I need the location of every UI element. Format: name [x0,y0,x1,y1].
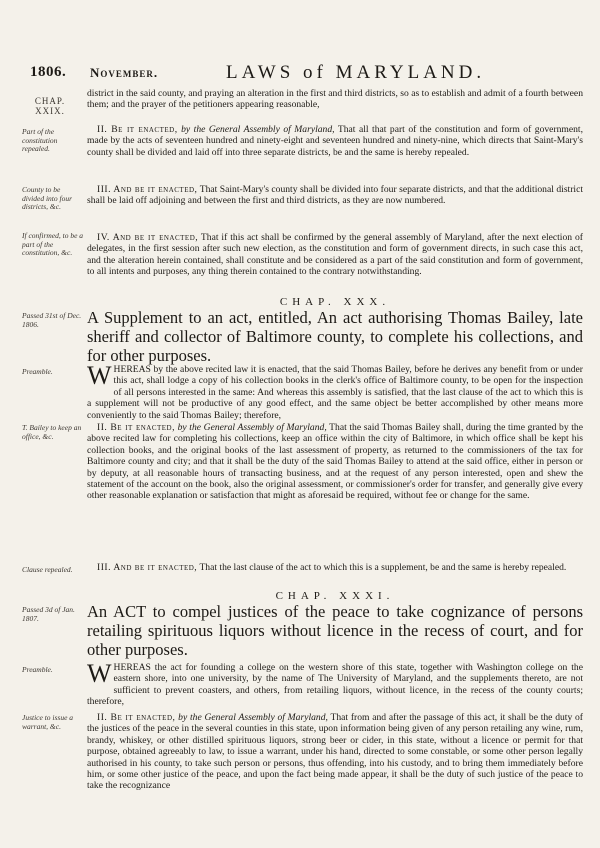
preamble-text: HEREAS the act for founding a college on the western shore of this state, together with Washington college on the eastern shore, into one university, by the name of The University of Maryland, and the supplements thereto, are not sufficient to prevent coasters, and others, from retailing liquors, without licence, in the recess of the county courts; therefore, [87,662,583,708]
margin-passed-xxx: Passed 31st of Dec. 1806. [22,311,82,329]
chap-xxx-section-2 [87,422,583,502]
enacting-authority: by the General Assembly of Maryland, [181,124,335,135]
section-text: That Saint-Mary's county shall be divided into four separate districts, and that the additional district shall be laid off adjoining and between the first and third districts, as they are now numbered. [87,184,583,207]
margin-preamble-xxx: Preamble. [22,367,53,376]
chap-xxx-section-3 [87,562,583,573]
chap-xxxi-heading: CHAP. XXXI. [275,590,395,602]
preamble-text: HEREAS by the above recited law it is enacted, that the said Thomas Bailey, before he derives any benefit from or under this act, shall lodge a copy of his collection books in the clerk's office of Baltimore county, to be open for the inspection of all persons interested in the same: And whereas this assembly is satisfied, that the last clause of the act to which this is a supplement will not be productive of any good effect, and the same object be better accomplished by other means more conveniently to the said Thomas Bailey; therefore, [87,364,583,421]
section-lead: III. And be it enacted, [97,562,198,573]
section-text: That the last clause of the act to which this is a supplement, be and the same is hereby repealed. [199,562,567,573]
chap-xxx-title: A Supplement to an act, entitled, An act authorising Thomas Bailey, late sheriff and collector of Baltimore county, to complete his collections, and for other purposes. [87,308,583,365]
margin-preamble-xxxi: Preamble. [22,665,53,674]
enacting-authority: by the General Assembly of Maryland, [178,712,328,723]
margin-chap-xxix: CHAP. XXIX. [34,96,66,116]
section-text: That all that part of the constitution and form of government, made by the acts of seventeen hundred and ninety-eight and seventeen hundred and ninety-nine, which directs that Saint-Mary's county shall be divided and laid off into three separate districts, be and the same is hereby repealed. [87,124,583,158]
margin-county-divided: County to be divided into four districts, &c. [22,185,72,211]
chap-xxix-section-2 [87,124,583,158]
chap-xxxi-title: An ACT to compel justices of the peace to take cognizance of persons retailing spirituous liquors without licence in the recess of court, and for other purposes. [87,602,583,659]
section-lead: II. Be it enacted, [97,124,178,135]
chap-xxx-heading: CHAP. XXX. [279,296,391,308]
drop-cap: W [87,361,112,390]
margin-bailey-office: T. Bailey to keep an office, &c. [22,423,82,441]
page-month: November. [90,65,159,80]
margin-justice-warrant: Justice to issue a warrant, &c. [22,713,74,731]
margin-clause-repealed: Clause repealed. [22,565,73,574]
chap-xxxi-section-2 [87,712,583,792]
section-lead: III. And be it enacted, [97,184,198,195]
drop-cap: W [87,659,112,688]
margin-part-constitution-repealed: Part of the constitution repealed. [22,127,58,153]
chap-xxix-continuation: district in the said county, and praying an alteration in the first and third districts, so as to establish and admit of a fourth between them; and the prayer of the petitioners appearing reasonable, [87,88,583,111]
chap-xxx-preamble [87,361,583,421]
margin-if-confirmed: If confirmed, to be a part of the constitution, &c. [22,231,84,257]
section-lead: II. Be it enacted, [97,422,175,433]
page-year: 1806. [30,64,67,80]
section-text: That the said Thomas Bailey shall, during the time granted by the above recited law for completing his collections, keep an office within the city of Baltimore, in which office shall be kept his collection books, and the original books of the last assessment of property, as returned to the commissioners of the tax for Baltimore county and city; and that it shall be the duty of the said Thomas Bailey to attend at the said office, either in person or by deputy, at all reasonable hours of transacting business, and at the request of any person interested, open and shew the statement of the account on the book, also the original assessment, or commissioner's order for transfer, and generally give every other reasonable explanation or satisfaction that might as aforesaid be required, without fee or change for the same. [87,422,583,502]
chap-xxix-section-4 [87,232,583,278]
section-text: That from and after the passage of this act, it shall be the duty of the justices of the peace in the several counties in this state, upon information being given of any person retailing any wine, rum, brandy, whiskey, or other distilled spirituous liquors, strong beer or cider, in this state, without a licence or permit for that purpose, obtained agreeably to law, to issue a warrant, under his hand, directed to some constable, or some other person legally authorised in his county, to take such person or persons, thus offending, into his custody, and to bring them immediately before him, or some other justice of the peace, and upon the fact being made appear, it shall be the duty of such justice of the peace to take the recognizance [87,712,584,792]
enacting-authority: by the General Assembly of Maryland, [177,422,327,433]
running-title: LAWS of MARYLAND. [226,62,486,83]
page-header [30,64,575,86]
margin-passed-xxxi: Passed 3d of Jan. 1807. [22,605,75,623]
chap-xxxi-preamble [87,659,583,708]
chap-xxix-section-3 [87,184,583,207]
section-text: That if this act shall be confirmed by the general assembly of Maryland, after the next election of delegates, in the first session after such new election, as the constitution and form of government directs, in such case this act, and the alteration herein contained, shall constitute and be considered as a part of the said constitution and form of government, to all intents and purposes, any thing therein contained to the contrary notwithstanding. [87,232,583,278]
section-lead: II. Be it enacted, [97,712,176,723]
section-lead: IV. And be it enacted, [97,232,199,243]
